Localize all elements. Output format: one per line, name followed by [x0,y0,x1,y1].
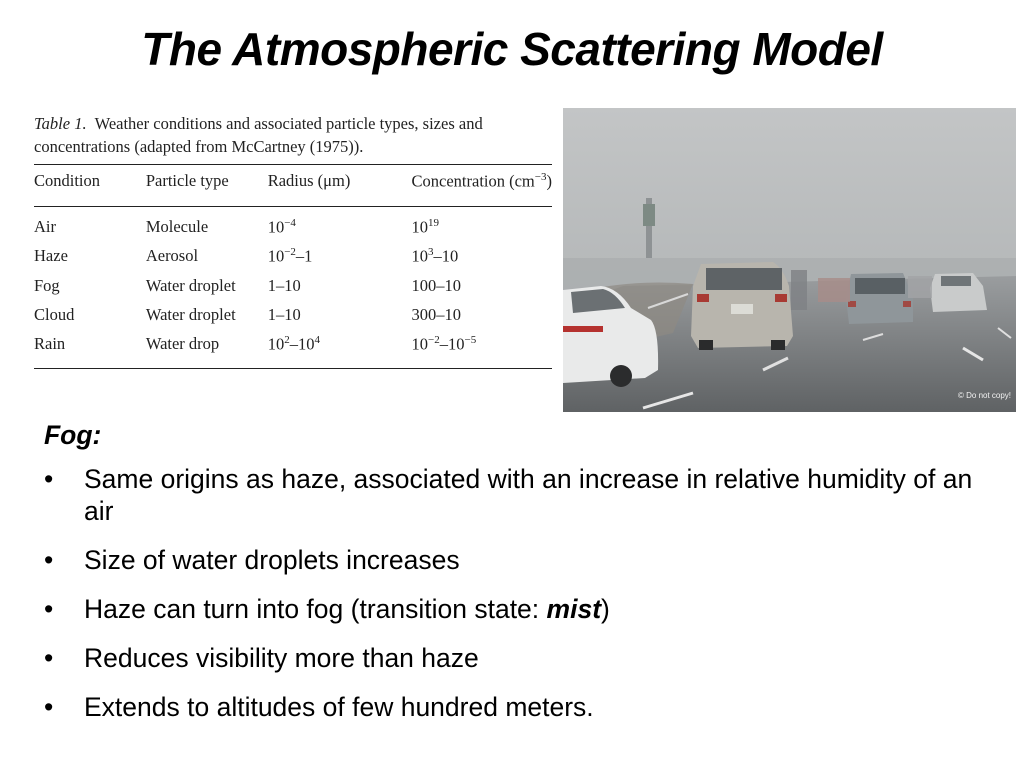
cell-condition-part: Haze [34,246,68,266]
cell-concentration-part: 3 [428,246,434,258]
cell-concentration-part: –10 [433,246,459,266]
table-row [34,206,552,242]
cell-particle-type [146,301,268,330]
header-radius: Radius (μm) [267,171,351,191]
table-body [34,206,552,369]
bullet-text: ) [601,594,610,624]
bullet-list [44,463,984,723]
bullet-dot: • [44,464,54,494]
bullet-dot: • [44,692,54,722]
bullet-text: Haze can turn into fog (transition state: [84,594,547,624]
weather-conditions-table [34,164,552,369]
cell-particle-type-part: Aerosol [145,246,199,266]
table-label: Table 1. [34,114,87,133]
cell-radius-part: 4 [314,333,320,346]
fog-notes [44,420,984,740]
cell-particle-type [146,272,268,301]
cell-concentration [412,242,552,272]
header-concentration [412,165,552,207]
cell-particle-type [146,206,268,242]
cell-radius-part: 2 [284,333,290,346]
slide-title: The Atmospheric Scattering Model [141,23,883,75]
bullet-emphasis: mist [546,594,602,624]
cell-radius [268,330,412,369]
header-concentration-base: Concentration (cm [411,171,535,191]
cell-radius-part: 10 [267,334,285,353]
header-concentration-close: ) [546,171,552,191]
table-caption-text: Weather conditions and associated particle types, sizes and concentrations (adapted from McCartney (1975)). [34,114,483,156]
header-condition: Condition [34,171,101,191]
cell-concentration-part: −2 [428,333,440,346]
header-particle-type: Particle type [145,171,229,191]
bullet-text: Size of water droplets increases [84,545,460,575]
cell-concentration-part: 10 [411,246,429,266]
weather-table-figure [34,112,554,369]
cell-concentration [412,272,552,301]
cell-condition-part: Fog [34,275,60,295]
table-header-row [34,165,552,207]
header-concentration-exp: −3 [534,171,547,183]
cell-concentration-part: 19 [428,216,440,229]
cell-condition [34,330,146,369]
cell-particle-type [146,330,268,369]
cell-concentration-part: 10 [411,217,429,236]
cell-radius [268,272,412,301]
suv-silver [691,262,793,350]
cell-condition-part: Air [34,216,56,236]
bullet-item [44,593,984,625]
cell-condition-part: Cloud [34,304,75,324]
cell-particle-type-part: Water drop [145,333,220,353]
grey-suv-right [846,273,913,324]
table-row [34,272,552,301]
cell-radius-part: –10 [289,334,315,353]
section-heading: Fog: [44,420,102,450]
bullet-item [44,691,984,723]
table-row [34,242,552,272]
bullet-dot: • [44,594,54,624]
cell-radius-part: 10 [267,217,285,236]
bullet-dot: • [44,545,54,575]
cell-concentration [412,330,552,369]
cell-condition [34,242,146,272]
bullet-item [44,463,984,527]
foggy-highway-photo [563,108,1016,412]
foggy-highway-illustration [563,108,1016,412]
cell-radius-part: 10 [267,246,285,266]
cell-concentration-part: –10 [439,334,465,353]
cell-condition [34,206,146,242]
bullet-dot: • [44,643,54,673]
photo-watermark: © Do not copy! [958,391,1012,400]
cell-condition [34,272,146,301]
bullet-text: Reduces visibility more than haze [84,643,479,673]
cell-condition-part: Rain [34,333,66,353]
traffic-signal [643,204,655,226]
cell-concentration-part: 10 [411,334,429,353]
table-row [34,301,552,330]
cell-concentration-part: 300–10 [411,304,462,324]
cell-condition [34,301,146,330]
bullet-text: Same origins as haze, associated with an increase in relative humidity of an air [84,464,973,526]
cell-particle-type-part: Molecule [145,216,209,236]
cell-particle-type-part: Water droplet [145,275,236,295]
cell-radius [268,301,412,330]
cell-concentration [412,301,552,330]
bullet-item [44,544,984,576]
cell-concentration-part: −5 [464,333,477,346]
cell-particle-type [146,242,268,272]
cell-radius-part: −4 [284,216,296,229]
table-caption [34,112,554,158]
bullet-item [44,642,984,674]
cell-concentration-part: 100–10 [411,275,462,295]
cell-radius-part: –1 [295,246,313,266]
cell-radius [268,242,412,272]
cell-radius-part: −2 [284,246,296,258]
table-row [34,330,552,369]
cell-radius-part: 1–10 [267,275,301,295]
cell-radius-part: 1–10 [267,304,301,324]
bullet-text: Extends to altitudes of few hundred meters. [84,692,594,722]
cell-particle-type-part: Water droplet [145,304,236,324]
cell-radius [268,206,412,242]
cell-concentration [412,206,552,242]
